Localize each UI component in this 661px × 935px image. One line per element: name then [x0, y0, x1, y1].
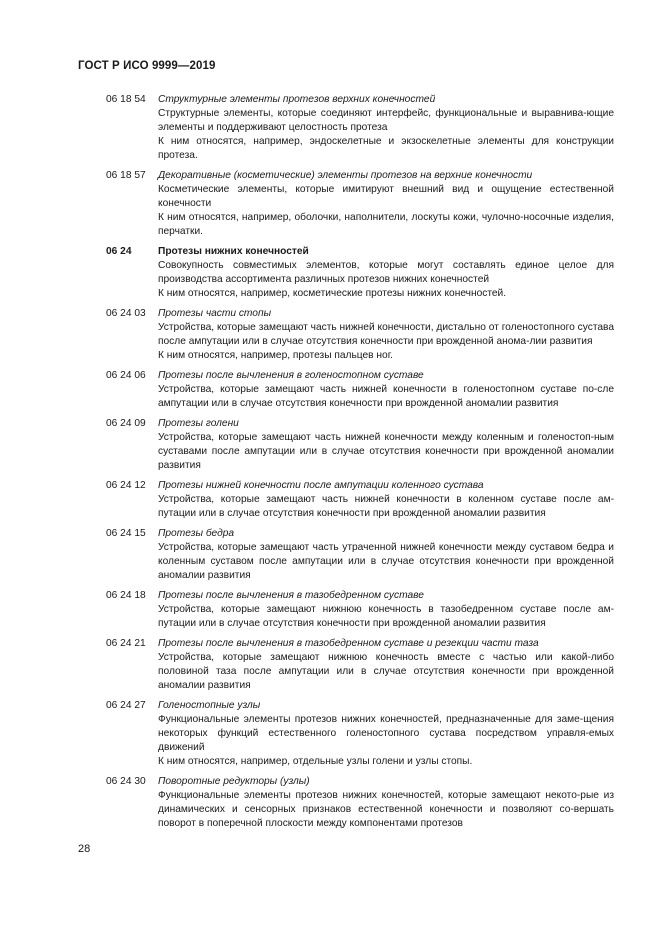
entry-definition: Устройства, которые замещают нижнюю конечность вместе с частью или какой-либо половиной таза после ампутации или в случае отсутствия конечности при врожденной аномалии развития [158, 652, 614, 691]
entry-body [158, 93, 614, 163]
entry-body [158, 527, 614, 583]
entry-definition: Функциональные элементы протезов нижних конечностей, предназначенные для заме-щения некоторых функций естественного голеностопного сустава посредством управля-емых движений [158, 714, 614, 753]
entry-code: 06 24 09 [106, 418, 146, 429]
entry-definition: Структурные элементы, которые соединяют интерфейс, функциональные и выравнива-ющие элементы и поддерживают целостность протеза [158, 108, 614, 133]
page-number: 28 [78, 843, 91, 855]
classification-entry [106, 479, 614, 521]
entry-title: Поворотные редукторы (узлы) [158, 776, 310, 787]
entry-title: Протезы после вычленения в тазобедренном суставе и резекции части таза [158, 638, 539, 649]
entry-body [158, 775, 614, 831]
entry-title: Протезы после вычленения в голеностопном суставе [158, 370, 424, 381]
entry-title: Протезы после вычленения в тазобедренном суставе [158, 590, 424, 601]
entry-title: Протезы части стопы [158, 308, 272, 319]
entry-body [158, 637, 614, 693]
entry-title: Голеностопные узлы [158, 700, 261, 711]
entry-code: 06 24 30 [106, 776, 146, 787]
entry-code: 06 24 03 [106, 308, 146, 319]
entry-body [158, 307, 614, 363]
entry-body [158, 369, 614, 411]
entry-definition: Устройства, которые замещают нижнюю конечность в тазобедренном суставе после ам-путации или в случае отсутствия конечности при врожденной аномалии развития [158, 604, 614, 629]
entry-note: К ним относятся, например, отдельные узлы голени и узлы стопы. [158, 756, 473, 767]
entry-title: Структурные элементы протезов верхних конечностей [158, 94, 436, 105]
entry-code: 06 24 15 [106, 528, 146, 539]
entry-code: 06 24 21 [106, 638, 146, 649]
classification-entry [106, 699, 614, 769]
entry-code: 06 18 57 [106, 170, 146, 181]
entry-title: Протезы бедра [158, 528, 235, 539]
entry-note: К ним относятся, например, оболочки, наполнители, лоскуты кожи, чулочно-носочные изделия, перчатки. [158, 212, 614, 237]
classification-section [106, 245, 614, 301]
section-body [158, 245, 614, 301]
section-definition: Совокупность совместимых элементов, которые могут составлять единое целое для производства ассортимента различных протезов нижних конечностей [158, 260, 614, 285]
entry-definition: Устройства, которые замещают часть нижней конечности между коленным и голеностоп-ным суставами после ампутации или в случае отсутствия конечности при врожденной аномалии развития [158, 432, 614, 471]
entry-code: 06 24 27 [106, 700, 146, 711]
entry-definition: Функциональные элементы протезов нижних конечностей, которые замещают некото-рые из динамических и сенсорных признаков естественной конечности и позволяют со-вершать поворот в поперечной плоскости между компонентами протезов [158, 790, 614, 829]
document-header: ГОСТ Р ИСО 9999—2019 [78, 60, 216, 72]
entry-body [158, 169, 614, 239]
entry-definition: Устройства, которые замещают часть нижней конечности в голеностопном суставе по-сле ампутации или в случае отсутствия конечности при врожденной аномалии развития [158, 384, 614, 409]
entry-body [158, 589, 614, 631]
entry-title: Протезы голени [158, 418, 239, 429]
entry-code: 06 24 12 [106, 480, 146, 491]
classification-entry [106, 169, 614, 239]
classification-entry [106, 527, 614, 583]
entry-body [158, 479, 614, 521]
entry-note: К ним относятся, например, эндоскелетные и экзоскелетные элементы для конструкции протеза. [158, 136, 614, 161]
classification-entry [106, 589, 614, 631]
classification-entry [106, 307, 614, 363]
classification-entry [106, 93, 614, 163]
entry-definition: Устройства, которые замещают часть нижней конечности в коленном суставе после ам-путации или в случае отсутствия конечности при врожденной аномалии развития [158, 494, 614, 519]
section-title: Протезы нижних конечностей [158, 246, 309, 257]
entry-code: 06 18 54 [106, 94, 146, 105]
entry-definition: Устройства, которые замещают часть утраченной нижней конечности между суставом бедра и коленным суставом после ампутации или в случае отсутствия конечности при врожденной аномалии развития [158, 542, 614, 581]
section-note: К ним относятся, например, косметические протезы нижних конечностей. [158, 288, 507, 299]
entry-definition: Косметические элементы, которые имитируют внешний вид и ощущение естественной конечности [158, 184, 614, 209]
entry-note: К ним относятся, например, протезы пальцев ног. [158, 350, 394, 361]
entry-code: 06 24 18 [106, 590, 146, 601]
section-code: 06 24 [106, 246, 132, 257]
entry-title: Декоративные (косметические) элементы протезов на верхние конечности [158, 170, 533, 181]
entry-title: Протезы нижней конечности после ампутации коленного сустава [158, 480, 484, 491]
classification-entry [106, 775, 614, 831]
classification-entry [106, 369, 614, 411]
entry-body [158, 417, 614, 473]
entry-definition: Устройства, которые замещают часть нижней конечности, дистально от голеностопного сустава после ампутации или в случае отсутствия конечности при врожденной анома-лии развития [158, 322, 614, 347]
classification-entries [106, 93, 614, 837]
classification-entry [106, 417, 614, 473]
classification-entry [106, 637, 614, 693]
entry-body [158, 699, 614, 769]
entry-code: 06 24 06 [106, 370, 146, 381]
